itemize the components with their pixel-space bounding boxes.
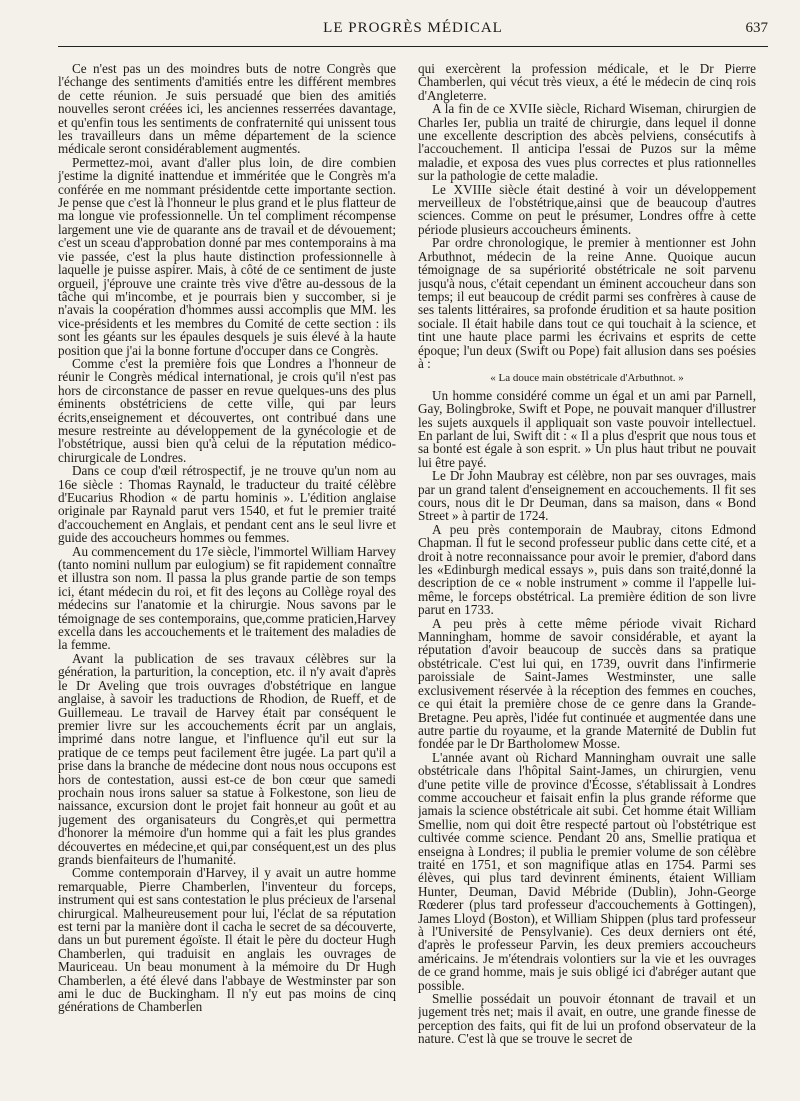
paragraph: Le Dr John Maubray est célèbre, non par ses ouvrages, mais par un grand talent d'enseignement en accouchements. Il fit ses cours, nous dit le Dr Deuman, dans sa maison, dans « Bond Street » à partir de 1724. xyxy=(418,468,756,524)
header-rule xyxy=(58,46,768,47)
paragraph: Le XVIIIe siècle était destiné à voir un développement merveilleux de l'obstétrique,ainsi que de beaucoup d'autres sciences. Comme on peut le présumer, Londres offre à cette période plusieurs accoucheurs éminents. xyxy=(418,181,756,237)
paragraph: A la fin de ce XVIIe siècle, Richard Wiseman, chirurgien de Charles Ier, publia un traité de chirurgie, dans lequel il donne une excellente description des abcès pelviens, consécutifs à l'accouchement. Il anticipa l'essai de Puzos sur la même maladie, et exposa des vues plus correctes et plus rationnelles sur la pathologie de cette maladie. xyxy=(418,101,756,184)
paragraph: A peu près à cette même période vivait Richard Manningham, homme de savoir considérable, et ayant la réputation d'avoir beaucoup de succès dans sa pratique obstétricale. C'est lui qui, en 1739, ouvrit dans l'infirmerie paroissiale de Saint-James Westminster, une salle exclusivement réservée à la réception des femmes en couches, ce qui était la première chose de ce genre dans la Grande-Bretagne. Peu après, l'idée fut continuée et augmentée dans une autre partie du royaume, et la grande Maternité de Dublin fut fondée par le Dr Bartholomew Mosse. xyxy=(418,615,756,752)
paragraph: Comme c'est la première fois que Londres a l'honneur de réunir le Congrès médical international, je crois qu'il n'est pas hors de circonstance de passer en revue quelques-uns des plus éminents obstétriciens de cette ville, qui par leurs écrits,enseignement et découvertes, ont contribué dans une mesure restreinte au développement de la gynécologie et de l'obstétrique, aussi bien qu'à celui de la réputation médico-chirurgicale de Londres. xyxy=(58,355,396,465)
paragraph: Ce n'est pas un des moindres buts de notre Congrès que l'échange des sentiments d'amitiés entre les différent membres de cette réunion. Je suis persuadé que bien des amitiés nouvelles seront créées ici, les anciennes resserrées davantage, et qu'enfin tous les sentiments de confraternité qui unissent tous les travailleurs dans un même département de la science médicale seront considérablement augmentés. xyxy=(58,62,396,157)
page-number: 637 xyxy=(745,20,768,36)
paragraph: Un homme considéré comme un égal et un ami par Parnell, Gay, Bolingbroke, Swift et Pope, ne pouvait manquer d'illustrer les sujets auxquels il appliquait son vaste pouvoir intellectuel. En parlant de lui, Swift dit : « Il a plus d'esprit que nous tous et sa bonté est égale à son esprit. » Un plus haut tribut ne pouvait lui être payé. xyxy=(418,387,756,470)
paragraph: A peu près contemporain de Maubray, citons Edmond Chapman. Il fut le second professeur public dans cette cité, et a droit à notre reconnaissance pour avoir le premier, d'abord dans les «Edinburgh medical essays », puis dans son traité,donné la description de ce « noble instrument » comme il l'appelle lui-même, le forceps obstétrical. La première édition de son livre parut en 1733. xyxy=(418,521,756,618)
left-column xyxy=(58,62,396,1092)
poem-quote: « La douce main obstétricale d'Arbuthnot. » xyxy=(490,372,684,385)
paragraph: Permettez-moi, avant d'aller plus loin, de dire combien j'estime la dignité inattendue et imméritée que le Congrès m'a conférée en me nommant présidentde cette importante section. Je pense que c'est là l'honneur le plus grand et le plus flatteur de ma longue vie professionnelle. Un tel compliment récompense largement une vie de quarante ans de travail et de dévouement; c'est un sceau d'approbation donné par mes contemporains à ma vie passée, c'est la plus haute distinction professionnelle à laquelle je puisse aspirer. Mais, à côté de ce sentiment de juste orgueil, j'éprouve une crainte très vive d'être au-dessous de la tâche qui m'incombe, et je pourrais bien y succomber, si je n'avais la coopération d'hommes aussi accomplis que MM. les vice-présidents et les membres du Comité de cette section : ils sont les géants sur les épaules desquels je suis élevé à la haute position que j'ai la bonne fortune d'occuper dans ce Congrès. xyxy=(58,154,396,358)
paragraph: Comme contemporain d'Harvey, il y avait un autre homme remarquable, Pierre Chamberlen, l'inventeur du forceps, instrument qui est sans contestation le plus précieux de l'arsenal chirurgical. Malheureusement pour lui, l'éclat de sa réputation est terni par la manière dont il cacha le secret de sa découverte, dans un but purement égoïste. Il était le père du docteur Hugh Chamberlen, qui traduisit en anglais les ouvrages de Mauriceau. Un beau monument à la mémoire du Dr Hugh Chamberlen, a été élevé dans l'abbaye de Westminster par son ami le duc de Buckingham. Il n'y eut pas moins de cinq générations de Chamberlen xyxy=(58,865,396,1015)
paragraph: Par ordre chronologique, le premier à mentionner est John Arbuthnot, médecin de la reine Anne. Quoique aucun témoignage de sa supériorité obstétricale ne soit parvenu jusqu'à nous, c'était cependant un éminent accoucheur dans son temps; il eut beaucoup de crédit parmi ses confrères à cause de ses talents littéraires, sa profonde érudition et sa haute position sociale. Il était habile dans tout ce qui touchait à la science, et tint une haute place parmi les écrivains et esprits de cette époque; l'un deux (Swift ou Pope) fait allusion dans ses poésies à : xyxy=(418,235,756,371)
paragraph: Avant la publication de ses travaux célèbres sur la génération, la parturition, la conception, etc. il n'y avait d'après le Dr Aveling que trois ouvrages d'obstétrique en langue anglaise, à savoir les traductions de Rhodion, de Rueff, et de Guillemeau. Le travail de Harvey était par conséquent le premier livre sur les accouchements écrit par un anglais, imprimé dans notre langue, et l'influence qu'il eut sur la pratique de ce temps peut facilement être jugée. La part qu'il a prise dans la branche de médecine dont nous nous occupons est hors de contestation, aussi est-ce de bon cœur que samedi prochain nous irons saluer sa statue à Folkestone, son lieu de naissance, excursion dont le projet fait honneur au goût et au jugement des organisateurs du Congrès,et qui permettra d'honorer la mémoire d'un homme qui a fait les plus grandes découvertes en médecine,et qui,par conséquent,est un des plus grands bienfaiteurs de l'humanité. xyxy=(58,650,396,867)
paragraph: Au commencement du 17e siècle, l'immortel William Harvey (tanto nomini nullum par eulogium) se fit rapidement connaître et illustra son nom. Il passa la plus grande partie de son temps ici, étant médecin du roi, et fit des leçons au Collège royal des médecins sur l'anatomie et la chirurgie. Nous savons par le témoignage de ses contemporains, que,comme praticien,Harvey excella dans les accouchements et le traitement des maladies de la femme. xyxy=(58,543,396,653)
running-header xyxy=(58,20,768,44)
paragraph: Dans ce coup d'œil rétrospectif, je ne trouve qu'un nom au 16e siècle : Thomas Raynald, le traducteur du traité célèbre d'Eucarius Rhodion « de partu hominis ». L'édition anglaise originale par Raynald parut vers 1540, et fut le premier traité d'accouchement en Anglais, et pendant cent ans le seul livre et guide des accoucheurs hommes ou femmes. xyxy=(58,463,396,546)
paragraph-continued: qui exercèrent la profession médicale, et le Dr Pierre Chamberlen, qui vécut très vieux, a été le médecin de cinq rois d'Angleterre. xyxy=(418,62,756,103)
journal-title: LE PROGRÈS MÉDICAL xyxy=(323,20,503,36)
right-column xyxy=(418,62,756,1092)
paragraph: L'année avant où Richard Manningham ouvrait une salle obstétricale dans l'hôpital Saint-James, un chirurgien, venu d'une petite ville de province d'Écosse, s'établissait à Londres comme accoucheur et faisait enfin la plus grande réforme que jamais la science obstétricale ait subi. Cet homme était William Smellie, nom qui doit être respecté partout où l'obstétrique est cultivée comme science. Pendant 20 ans, Smellie pratiqua et enseigna à Londres; il publia le premier volume de son célèbre traité en 1751, et son magnifique atlas en 1754. Parmi ses élèves, qui plus tard devinrent éminents, étaient William Hunter, Deuman, David Mébride (Dublin), John-George Rœderer (plus tard professeur d'accouchements à Gottingen), James Lloyd (Boston), et William Shippen (plus tard professeur à l'Université de Pensylvanie). Ces deux derniers ont été, d'après le professeur Parvin, les deux premiers accoucheurs américains. Je m'étendrais volontiers sur la vie et les ouvrages de ce grand homme, mais je suis obligé ici d'abréger autant que possible. xyxy=(418,749,756,993)
paragraph: Smellie possédait un pouvoir étonnant de travail et un jugement très net; mais il avait, en outre, une grande finesse de perception des faits, qui fit de lui un profond observateur de la nature. C'est là que se trouve le secret de xyxy=(418,991,756,1047)
